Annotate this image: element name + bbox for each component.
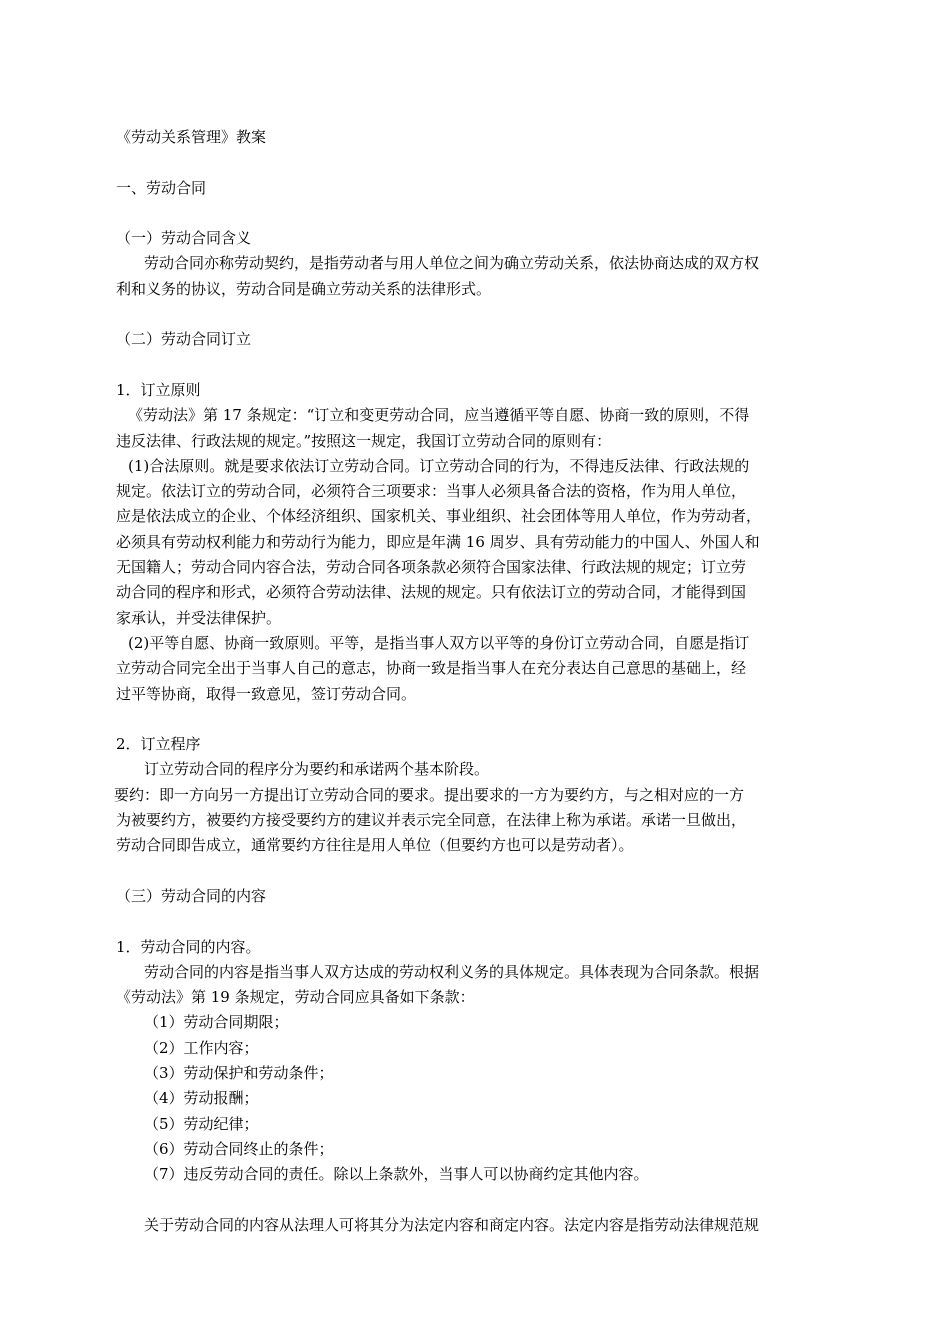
paragraph-line: 必须具有劳动权利能力和劳动行为能力，即应是年满 16 周岁、具有劳动能力的中国人、外国人和: [116, 532, 760, 551]
spacer: [116, 909, 836, 934]
subsection-heading: （三）劳动合同的内容: [116, 886, 267, 905]
spacer: [116, 201, 836, 226]
paragraph-line: 应是依法成立的企业、个体经济组织、国家机关、事业组织、社会团体等用人单位，作为劳动者，: [116, 507, 762, 526]
paragraph-line: (2)平等自愿、协商一致原则。平等，是指当事人双方以平等的身份订立劳动合同，自愿是指订: [128, 633, 750, 652]
paragraph-line: 要约：即一方向另一方提出订立劳动合同的要求。提出要求的一方为要约方，与之相对应的一方: [114, 785, 745, 804]
spacer: [116, 859, 836, 884]
list-item: （4）劳动报酬；: [144, 1089, 259, 1108]
paragraph-line: 规定。依法订立的劳动合同，必须符合三项要求：当事人必须具备合法的资格，作为用人单位，: [116, 482, 747, 501]
paragraph-line: 劳动合同亦称劳动契约，是指劳动者与用人单位之间为确立劳动关系，依法协商达成的双方权: [144, 254, 760, 273]
paragraph-line: 无国籍人；劳动合同内容合法，劳动合同各项条款必须符合国家法律、行政法规的规定；订立劳: [116, 558, 747, 577]
paragraph-line: 违反法律、行政法规的规定。”按照这一规定，我国订立劳动合同的原则有：: [116, 431, 612, 450]
document-body: [116, 125, 836, 1238]
paragraph-line: 《劳动法》第 19 条规定，劳动合同应具备如下条款：: [116, 988, 475, 1007]
list-item: （7）违反劳动合同的责任。除以上条款外，当事人可以协商约定其他内容。: [144, 1165, 649, 1184]
list-item: （6）劳动合同终止的条件；: [144, 1139, 334, 1158]
subsection-heading: （二）劳动合同订立: [116, 330, 252, 349]
item-heading: 1．劳动合同的内容。: [116, 937, 261, 956]
document-title: 《劳动关系管理》教案: [116, 128, 267, 146]
list-item: （1）劳动合同期限；: [144, 1013, 289, 1032]
subsection-heading: （一）劳动合同含义: [116, 229, 252, 248]
spacer: [116, 150, 836, 175]
paragraph-line: 劳动合同即告成立，通常要约方往往是用人单位（但要约方也可以是劳动者）。: [116, 836, 634, 855]
spacer: [116, 1187, 836, 1212]
paragraph-line: 《劳动法》第 17 条规定：“订立和变更劳动合同，应当遵循平等自愿、协商一致的原则，不得: [128, 406, 750, 425]
paragraph-line: 为被要约方，被要约方接受要约方的建议并表示完全同意，在法律上称为承诺。承诺一旦做出，: [116, 811, 747, 830]
section-heading: 一、劳动合同: [116, 178, 207, 197]
paragraph-line: 动合同的程序和形式，必须符合劳动法律、法规的规定。只有依法订立的劳动合同，才能得到国: [116, 583, 747, 602]
paragraph-line: (1)合法原则。就是要求依法订立劳动合同。订立劳动合同的行为，不得违反法律、行政法规的: [128, 456, 750, 475]
paragraph-line: 关于劳动合同的内容从法理人可将其分为法定内容和商定内容。法定内容是指劳动法律规范规: [144, 1215, 760, 1234]
paragraph-line: 家承认，并受法律保护。: [116, 608, 282, 627]
spacer: [116, 707, 836, 732]
item-heading: 2．订立程序: [116, 735, 201, 754]
paragraph-line: 立劳动合同完全出于当事人自己的意志，协商一致是指当事人在充分表达自己意思的基础上，经: [116, 659, 747, 678]
list-item: （5）劳动纪律；: [144, 1114, 259, 1133]
spacer: [116, 353, 836, 378]
paragraph-line: 订立劳动合同的程序分为要约和承诺两个基本阶段。: [144, 760, 490, 779]
paragraph-line: 劳动合同的内容是指当事人双方达成的劳动权利义务的具体规定。具体表现为合同条款。根据: [144, 962, 760, 981]
item-heading: 1．订立原则: [116, 380, 201, 399]
paragraph-line: 利和义务的协议，劳动合同是确立劳动关系的法律形式。: [116, 279, 492, 298]
paragraph-line: 过平等协商，取得一致意见，签订劳动合同。: [116, 684, 417, 703]
spacer: [116, 302, 836, 327]
list-item: （2）工作内容；: [144, 1038, 259, 1057]
list-item: （3）劳动保护和劳动条件；: [144, 1063, 334, 1082]
